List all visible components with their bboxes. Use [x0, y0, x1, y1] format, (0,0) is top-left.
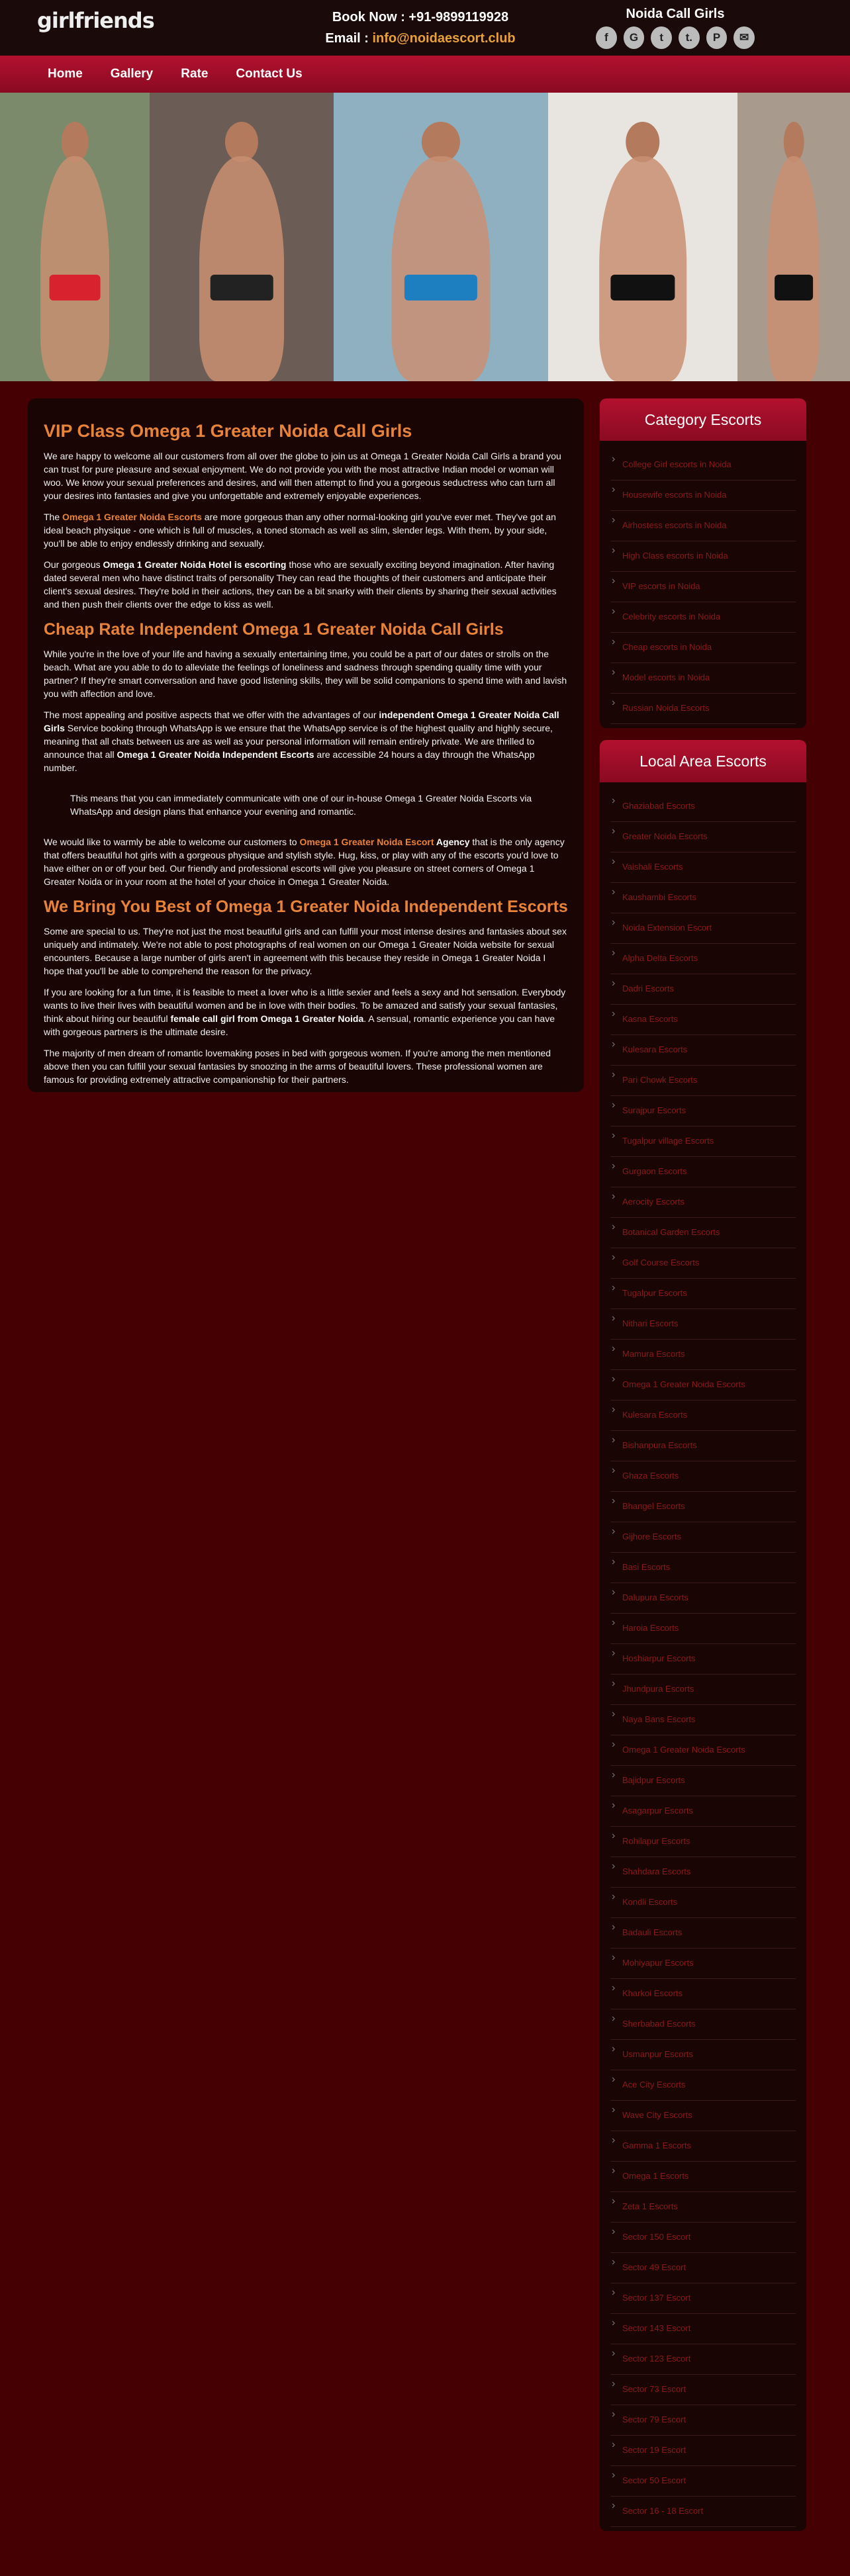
sidebar-link[interactable]: › Rohilapur Escorts — [610, 1827, 796, 1857]
sidebar-link[interactable]: › College Girl escorts in Noida — [610, 450, 796, 481]
sidebar-link[interactable]: › Shahdara Escorts — [610, 1857, 796, 1888]
local-heading: Local Area Escorts — [600, 740, 806, 782]
local-panel — [600, 740, 806, 2531]
sidebar-link[interactable]: › Naya Bans Escorts — [610, 1705, 796, 1735]
sidebar-link[interactable]: › Ghaziabad Escorts — [610, 792, 796, 822]
nav-gallery[interactable]: Gallery — [110, 67, 154, 81]
sidebar-link[interactable]: › Celebrity escorts in Noida — [610, 602, 796, 633]
city-title: Noida Call Girls — [626, 7, 725, 21]
nav-rate[interactable]: Rate — [181, 67, 209, 81]
hero-photo — [737, 93, 850, 381]
twitter-icon[interactable]: t — [651, 26, 672, 49]
hero-photo — [334, 93, 548, 381]
sidebar-link[interactable]: › Noida Extension Escort — [610, 913, 796, 944]
sidebar-link[interactable]: › Kondli Escorts — [610, 1888, 796, 1918]
sidebar-link[interactable]: › Mohiyapur Escorts — [610, 1949, 796, 1979]
paragraph: The most appealing and positive aspects that we offer with the advantages of our independent Omega 1 Greater Noida Call Girls Service booking through WhatsApp is we ensure that the WhatsApp service is of the highest quality and highly secure, meaning that all chats between us are as well as your personal information will remain entirely private. We are thrilled to announce that all Omega 1 Greater Noida Independent Escorts are accessible 24 hours a day through the WhatsApp number. — [44, 710, 559, 773]
sidebar-link[interactable]: › Gijhore Escorts — [610, 1522, 796, 1553]
sidebar-link[interactable]: › Sector 50 Escort — [610, 2466, 796, 2497]
email-label: Email : — [325, 31, 373, 46]
sidebar-link[interactable]: › Sector 150 Escort — [610, 2223, 796, 2253]
sidebar-link[interactable]: › Kasna Escorts — [610, 1005, 796, 1035]
escorts-link[interactable]: Omega 1 Greater Noida Escorts — [62, 512, 202, 522]
nav-home[interactable]: Home — [48, 67, 83, 81]
sidebar-link[interactable]: › Sector 123 Escort — [610, 2344, 796, 2375]
category-heading: Category Escorts — [600, 398, 806, 441]
category-panel — [600, 398, 806, 728]
blockquote: This means that you can immediately communicate with one of our in-house Omega 1 Greater Noida Escorts via WhatsApp and design plans that enhance your evening and romantic. — [70, 793, 532, 817]
sidebar-link[interactable]: › Golf Course Escorts — [610, 1248, 796, 1279]
sidebar-link[interactable]: › Pari Chowk Escorts — [610, 1066, 796, 1096]
section-heading: Cheap Rate Independent Omega 1 Greater Noida Call Girls — [44, 620, 504, 639]
sidebar-link[interactable]: › Ace City Escorts — [610, 2070, 796, 2101]
sidebar-link[interactable]: › Sector 79 Escort — [610, 2405, 796, 2436]
sidebar-link[interactable]: › Gurgaon Escorts — [610, 1157, 796, 1187]
site-logo[interactable]: girlfriends — [37, 8, 154, 33]
sidebar-link[interactable]: › Tugalpur village Escorts — [610, 1127, 796, 1157]
sidebar-link[interactable]: › Usmanpur Escorts — [610, 2040, 796, 2070]
sidebar-link[interactable]: › Sector 137 Escort — [610, 2283, 796, 2314]
sidebar-link[interactable]: › Omega 1 Escorts — [610, 2162, 796, 2192]
hero-photo — [150, 93, 334, 381]
sidebar-link[interactable]: › Omega 1 Greater Noida Escorts — [610, 1370, 796, 1401]
sidebar-link[interactable]: › Greater Noida Escorts — [610, 822, 796, 852]
sidebar-link[interactable]: › Airhostess escorts in Noida — [610, 511, 796, 541]
sidebar-link[interactable]: › Sector 143 Escort — [610, 2314, 796, 2344]
nav-contact-us[interactable]: Contact Us — [236, 67, 303, 81]
paragraph: We would like to warmly be able to welcome our customers to Omega 1 Greater Noida Escort Agency that is the only agency that offers beautiful hot girls with a gorgeous physique and stylish style. Hug, kiss, or play with any of the escorts you'd love to have either on or off your bed. Our friendly and professional escorts will give you pleasure on street corners of Omega 1 Greater Noida or in your room at the hotel of your choice in Omega 1 Greater Noida. — [44, 837, 565, 887]
sidebar-link[interactable]: › Bishanpura Escorts — [610, 1431, 796, 1461]
main-nav — [0, 56, 850, 93]
email-line — [291, 28, 549, 49]
paragraph: The majority of men dream of romantic lovemaking poses in bed with gorgeous women. If you're among the men mentioned above then you can fulfill your sexual fantasies by snoozing in the arms of beautiful lovers. These professional women are famous for providing extremely attractive companionship for their partners. — [44, 1048, 551, 1085]
intro-paragraph: We are happy to welcome all our customers from all over the globe to join us at Omega 1 Greater Noida Call Girls a brand you can trust for pure pleasure and sexual enjoyment. We do not provide you with the most attractive Indian model or woman will woo. We know your sexual preferences and desires, and will then attempt to find you a gorgeous seductress who can turn all your desires into fantasies and give you unforgettable and extremely enjoyable experiences. — [44, 451, 561, 501]
paragraph: Some are special to us. They're not just the most beautiful girls and can fulfill your most intense desires and fantasies about sex uniquely and intimately. We're not able to post photographs of real women on our Omega 1 Greater Noida website for sexual encounters. Because a large number of girls aren't in agreement with this because they reside in Omega 1 Greater Noida I hope that you'll be able to comprehend the reason for the privacy. — [44, 926, 567, 976]
sidebar-link[interactable]: › Surajpur Escorts — [610, 1096, 796, 1127]
sidebar-link[interactable]: › Sherbabad Escorts — [610, 2009, 796, 2040]
sidebar-link[interactable]: › Kharkoi Escorts — [610, 1979, 796, 2009]
tumblr-icon[interactable]: t. — [679, 26, 700, 49]
book-now-text[interactable]: Book Now : +91-9899119928 — [332, 10, 509, 24]
sidebar-link[interactable]: › High Class escorts in Noida — [610, 541, 796, 572]
sidebar-link[interactable]: › Mamura Escorts — [610, 1340, 796, 1370]
sidebar-link[interactable]: › Russian Noida Escorts — [610, 694, 796, 724]
sidebar-link[interactable]: › Haroia Escorts — [610, 1614, 796, 1644]
sidebar-link[interactable]: › Bhangel Escorts — [610, 1492, 796, 1522]
hero-photo — [548, 93, 737, 381]
category-list — [600, 441, 806, 728]
sidebar-link[interactable]: › Model escorts in Noida — [610, 663, 796, 694]
sidebar-link[interactable]: › Botanical Garden Escorts — [610, 1218, 796, 1248]
hero-banner — [0, 93, 850, 381]
sidebar — [600, 398, 806, 2531]
sidebar-link[interactable]: › Kulesara Escorts — [610, 1035, 796, 1066]
sidebar-link[interactable]: › Cheap escorts in Noida — [610, 633, 796, 663]
sidebar-link[interactable]: › Bajidpur Escorts — [610, 1766, 796, 1796]
sidebar-link[interactable]: › Jhundpura Escorts — [610, 1675, 796, 1705]
main-content — [28, 398, 584, 1092]
paragraph: While you're in the love of your life and having a sexually entertaining time, you could be a part of our dates or strolls on the beach. What are you able to do to alleviate the feelings of loneliness and sadness through spending quality time with your partner? If they're smart conversation and have good listening skills, they will be solid companions to spend time with and lavish you with affection and love. — [44, 649, 567, 699]
sidebar-link[interactable]: › Sector 16 - 18 Escort — [610, 2497, 796, 2527]
paragraph: If you are looking for a fun time, it is feasible to meet a lover who is a little sexier and feels a sexy and hot sensation. Everybody wants to live their lives with beautiful women and be in love with their bodies. To be amazed and satisfy your sexual fantasies, think about hiring our beautiful female call girl from Omega 1 Greater Noida. A sensual, romantic experience you can have with gorgeous partners is the ultimate desire. — [44, 987, 566, 1037]
sidebar-link[interactable]: › Hoshiarpur Escorts — [610, 1644, 796, 1675]
sidebar-link[interactable]: › Zeta 1 Escorts — [610, 2192, 796, 2223]
sidebar-link[interactable]: › Omega 1 Greater Noida Escorts — [610, 1735, 796, 1766]
paragraph: The Omega 1 Greater Noida Escorts are more gorgeous than any other normal-looking girl you've ever met. They've got an ideal beach physique - one which is full of muscles, a toned stomach as well as slim, slender legs. With them, by your side, you'll be able to enjoy endlessly drinking and sexually. — [44, 512, 556, 549]
email-link[interactable]: info@noidaescort.club — [372, 31, 516, 46]
social-icons — [596, 26, 755, 49]
google-icon[interactable]: G — [624, 26, 645, 49]
sidebar-link[interactable]: › Badauli Escorts — [610, 1918, 796, 1949]
local-list — [600, 782, 806, 2531]
sidebar-link[interactable]: › Wave City Escorts — [610, 2101, 796, 2131]
paragraph: Our gorgeous Omega 1 Greater Noida Hotel is escorting those who are sexually exciting beyond imagination. After having dated several men who have distinct traits of personality They can read the thoughts of their customers and anticipate their client's sexual desires. They're bold in their actions, they can be a bit snarky with their clients by sharing their sexual activities and then push their clients over the edge to kiss as well. — [44, 559, 557, 610]
sidebar-link[interactable]: › Kaushambi Escorts — [610, 883, 796, 913]
pinterest-icon[interactable]: P — [706, 26, 728, 49]
sidebar-link[interactable]: › Alpha Delta Escorts — [610, 944, 796, 974]
page-title: VIP Class Omega 1 Greater Noida Call Girls — [44, 421, 412, 441]
page-body — [0, 381, 850, 2576]
sidebar-link[interactable]: › Basi Escorts — [610, 1553, 796, 1583]
hero-photo — [0, 93, 150, 381]
section-heading: We Bring You Best of Omega 1 Greater Noida Independent Escorts — [44, 897, 568, 916]
sidebar-link[interactable]: › Dalupura Escorts — [610, 1583, 796, 1614]
sidebar-link[interactable]: › Dadri Escorts — [610, 974, 796, 1005]
delicious-icon[interactable]: ✉ — [733, 26, 755, 49]
sidebar-link[interactable]: › Gamma 1 Escorts — [610, 2131, 796, 2162]
sidebar-link[interactable]: › Sector 19 Escort — [610, 2436, 796, 2466]
sidebar-link[interactable]: › Aerocity Escorts — [610, 1187, 796, 1218]
sidebar-link[interactable]: › Tugalpur Escorts — [610, 1279, 796, 1309]
top-bar — [0, 0, 850, 56]
sidebar-link[interactable]: › Sector 73 Escort — [610, 2375, 796, 2405]
sidebar-link[interactable]: › Kulesara Escorts — [610, 1401, 796, 1431]
sidebar-link[interactable]: › Vaishali Escorts — [610, 852, 796, 883]
sidebar-link[interactable]: › Nithari Escorts — [610, 1309, 796, 1340]
sidebar-link[interactable]: › Housewife escorts in Noida — [610, 481, 796, 511]
sidebar-link[interactable]: › Asagarpur Escorts — [610, 1796, 796, 1827]
escort-agency-link[interactable]: Omega 1 Greater Noida Escort — [299, 837, 434, 847]
contact-info — [291, 7, 549, 49]
sidebar-link[interactable]: › Sector 49 Escort — [610, 2253, 796, 2283]
sidebar-link[interactable]: › VIP escorts in Noida — [610, 572, 796, 602]
facebook-icon[interactable]: f — [596, 26, 617, 49]
sidebar-link[interactable]: › Ghaza Escorts — [610, 1461, 796, 1492]
